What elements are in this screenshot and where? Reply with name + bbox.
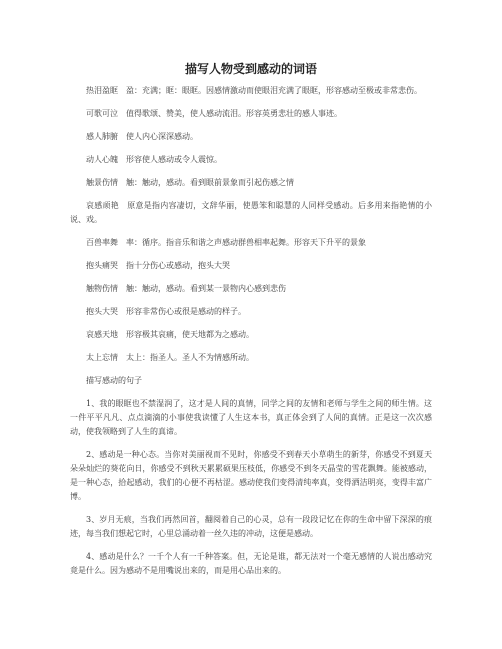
paragraph: 百兽率舞 率：循序。指音乐和谐之声感动群兽相率起舞。形容天下升平的景象 [86,238,366,247]
paragraph: 热泪盈眶 盈：充满；眶：眼眶。因感情激动而使眼泪充满了眼眶，形容感动至极或非常悲伤。 [86,86,422,95]
paragraph: 抱头大哭 形容非常伤心或很是感动的样子。 [86,307,246,316]
paragraph: 抱头痛哭 指十分伤心或感动，抱头大哭 [86,261,230,270]
paragraph: 哀感天地 形容极其哀痛，使天地都为之感动。 [86,330,254,339]
paragraph: 感人肺腑 使人内心深深感动。 [86,132,198,141]
paragraph: 3、岁月无痕，当我们再然回首，翻阅着自己的心灵，总有一段段记忆在你的生命中留下深深的痕迹，每当我们想起它时，心里总涌动着一丝久违的冲动，这便是感动。 [70,515,432,538]
paragraph: 触物伤情 触：触动，感动。看到某一景物内心感到悲伤 [86,284,286,293]
paragraph: 动人心魄 形容使人感动或令人震惊。 [86,155,222,164]
document-body [70,84,432,587]
paragraph: 4、感动是什么？一千个人有一千种答案。但，无论是谁，都无法对一个毫无感情的人说出感动究竟是什么。因为感动不是用嘴说出来的，而是用心品出来的。 [70,552,432,575]
paragraph: 哀感顽艳 原意是指内容凄切，文辞华丽，使愚笨和聪慧的人同样受感动。后多用来指艳情的小说、戏。 [70,201,432,224]
paragraph: 太上忘情 太上：指圣人。圣人不为情感所动。 [86,353,254,362]
paragraph: 触景伤情 触：触动，感动。看到眼前景象而引起伤感之情 [86,178,294,187]
section-heading: 描写感动的句子 [86,376,142,385]
paragraph: 2、感动是一种心态。当你对美丽视而不见时，你感受不到春天小草萌生的新芽，你感受不到夏天朵朵灿烂的葵花向日，你感受不到秋天累累硕果压枝低，你感受不到冬天晶莹的雪花飘舞。能被感动，是一种心态，拾起感动，我们的心便不再枯涩。感动使我们变得清纯率真，变得洒洁明亮，变得丰富广博。 [70,450,432,501]
document-title: 描写人物受到感动的词语 [184,62,317,76]
paragraph: 1、我的眼眶也不禁湿润了，这才是人间的真情，同学之间的友情和老师与学生之间的师生情。这一件平平凡凡、点点滴滴的小事使我读懂了人生这本书，真正体会到了人间的真情。正是这一次次感动，使我领略到了人生的真谛。 [70,399,432,436]
paragraph: 可歌可泣 值得歌颂、赞美，使人感动流泪。形容英勇悲壮的感人事迹。 [86,109,342,118]
